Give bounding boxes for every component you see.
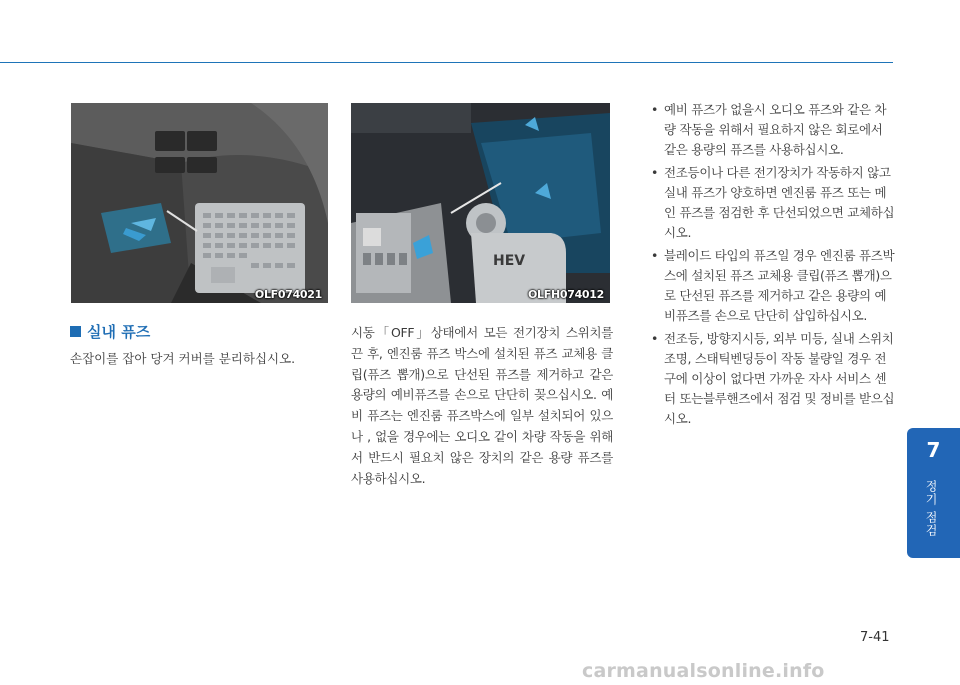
section-heading: [70, 321, 150, 342]
section-heading-text: 실내 퓨즈: [87, 323, 151, 341]
page-number: 7-41: [860, 630, 890, 645]
bullet-icon: •: [651, 102, 659, 117]
list-item: • 블레이드 타입의 퓨즈일 경우 엔진룸 퓨즈박스에 설치된 퓨즈 교체용 클립(퓨즈 뽑개)으로 단선된 퓨즈를 제거하고 같은 용량의 예비퓨즈를 손으로 단단히 삽입하십시오.: [651, 248, 895, 323]
bullet-icon: •: [651, 165, 659, 180]
header-rule: [0, 62, 893, 63]
main-paragraph: 시동「OFF」상태에서 모든 전기장치 스위치를 끈 후, 엔진룸 퓨즈 박스에 설치된 퓨즈 교체용 클립(퓨즈 뽑개)으로 단선된 퓨즈를 제거하고 같은 용량의 예비퓨즈를 손으로 단단히 꽂으십시오. 예비 퓨즈는 엔진룸 퓨즈박스에 일부 설치되어 있으나 , 없을 경우에는 오디오 같이 차량 작동을 위해서 반드시 필요치 않은 장치의 같은 용량 퓨즈를 사용하십시오.: [351, 325, 613, 486]
chapter-number: 7: [926, 438, 941, 462]
engine-room-fuse-box-photo: [351, 103, 610, 303]
chapter-tab[interactable]: [907, 428, 960, 558]
image-code: OLFH074012: [527, 288, 604, 301]
image-code: OLF074021: [254, 288, 322, 301]
notes-list: [650, 100, 897, 432]
bullet-icon: •: [651, 331, 659, 346]
interior-fuse-panel-photo: [71, 103, 328, 303]
list-item: • 예비 퓨즈가 없을시 오디오 퓨즈와 같은 차량 작동을 위해서 필요하지 않은 회로에서 같은 용량의 퓨즈를 사용하십시오.: [651, 102, 887, 157]
list-item: • 전조등이나 다른 전기장치가 작동하지 않고 실내 퓨즈가 양호하면 엔진룸 퓨즈 또는 메인 퓨즈를 점검한 후 단선되었으면 교체하십시오.: [651, 165, 895, 240]
section-intro: 손잡이를 잡아 당겨 커버를 분리하십시오.: [70, 351, 296, 366]
list-item: • 전조등, 방향지시등, 외부 미등, 실내 스위치 조명, 스태틱벤딩등이 작동 불량일 경우 전구에 이상이 없다면 가까운 자사 서비스 센터 또는블루핸즈에서 점검 및 정비를 받으십시오.: [651, 331, 895, 426]
hev-label: HEV: [493, 253, 526, 269]
bullet-icon: •: [651, 248, 659, 263]
chapter-title: 정기 점검: [924, 480, 938, 537]
watermark: carmanualsonline.info: [582, 660, 825, 682]
square-bullet-icon: [70, 326, 81, 337]
